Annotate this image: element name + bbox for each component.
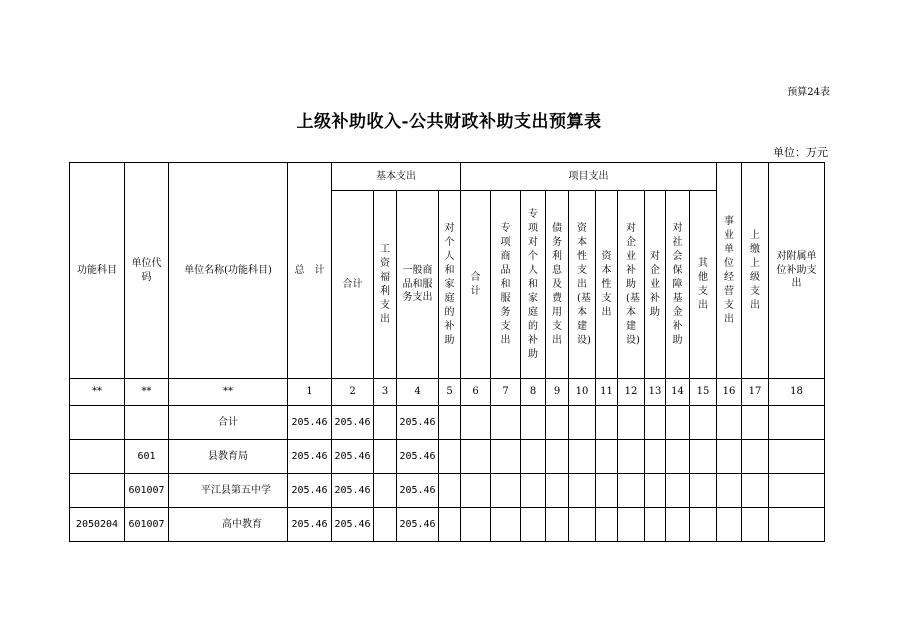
table-row — [70, 440, 825, 474]
index-cell: ** — [125, 379, 169, 406]
name-cell: 县教育局 — [169, 440, 288, 474]
header-business-ops: 事业单位经营支出 — [717, 163, 742, 379]
goods-cell: 205.46 — [397, 440, 439, 474]
header-wages: 工资福利支出 — [374, 191, 397, 379]
basic-total-cell: 205.46 — [332, 406, 374, 440]
header-capital: 资本性支出 — [596, 191, 618, 379]
goods-cell: 205.46 — [397, 406, 439, 440]
header-proj-goods: 专项商品和服务支出 — [491, 191, 521, 379]
header-proj-total: 合计 — [461, 191, 491, 379]
header-personal-family: 对个人和家庭的补助 — [439, 191, 461, 379]
table-number: 预算24表 — [787, 87, 830, 98]
index-cell: 2 — [332, 379, 374, 406]
index-cell: 11 — [596, 379, 618, 406]
header-debt-interest: 债务利息及费用支出 — [546, 191, 569, 379]
name-cell: 合计 — [169, 406, 288, 440]
index-cell: 13 — [645, 379, 666, 406]
func-cell: 2050204 — [70, 508, 125, 542]
index-cell: 5 — [439, 379, 461, 406]
budget-table — [69, 162, 825, 542]
header-basic-expenditure: 基本支出 — [332, 163, 461, 191]
header-unit-code: 单位代码 — [125, 163, 169, 379]
index-cell: 7 — [491, 379, 521, 406]
index-cell: 14 — [666, 379, 690, 406]
index-row — [70, 379, 825, 406]
header-proj-personal: 专项对个人和家庭的补助 — [521, 191, 546, 379]
code-cell — [125, 406, 169, 440]
header-enterprise: 对企业补助 — [645, 191, 666, 379]
index-cell: 1 — [288, 379, 332, 406]
code-cell: 601 — [125, 440, 169, 474]
index-cell: 8 — [521, 379, 546, 406]
name-cell: 高中教育 — [169, 508, 288, 542]
index-cell: 6 — [461, 379, 491, 406]
basic-total-cell: 205.46 — [332, 508, 374, 542]
page-title: 上级补助收入-公共财政补助支出预算表 — [296, 112, 602, 132]
header-func-subject: 功能科目 — [70, 163, 125, 379]
index-cell: 15 — [690, 379, 717, 406]
goods-cell: 205.46 — [397, 474, 439, 508]
unit-label: 单位：万元 — [773, 146, 828, 159]
func-cell — [70, 474, 125, 508]
header-project-expenditure: 项目支出 — [461, 163, 717, 191]
code-cell: 601007 — [125, 474, 169, 508]
index-cell: 12 — [618, 379, 645, 406]
header-basic-total: 合计 — [332, 191, 374, 379]
table-row — [70, 406, 825, 440]
basic-total-cell: 205.46 — [332, 440, 374, 474]
index-cell: 3 — [374, 379, 397, 406]
index-cell: 4 — [397, 379, 439, 406]
index-cell: 10 — [569, 379, 596, 406]
index-cell: ** — [169, 379, 288, 406]
total-cell: 205.46 — [288, 508, 332, 542]
code-cell: 601007 — [125, 508, 169, 542]
func-cell — [70, 406, 125, 440]
goods-cell: 205.46 — [397, 508, 439, 542]
header-enterprise-construction: 对企业补助(基本建设) — [618, 191, 645, 379]
header-social-security: 对社会保障基金补助 — [666, 191, 690, 379]
name-cell: 平江县第五中学 — [169, 474, 288, 508]
header-affiliated: 对附属单位补助支出 — [769, 163, 825, 379]
total-cell: 205.46 — [288, 406, 332, 440]
basic-total-cell: 205.46 — [332, 474, 374, 508]
header-turn-over: 上缴上级支出 — [742, 163, 769, 379]
index-cell: 16 — [717, 379, 742, 406]
index-cell: ** — [70, 379, 125, 406]
table-row — [70, 508, 825, 542]
func-cell — [70, 440, 125, 474]
index-cell: 18 — [769, 379, 825, 406]
header-goods-services: 一般商品和服务支出 — [397, 191, 439, 379]
header-other: 其他支出 — [690, 191, 717, 379]
total-cell: 205.46 — [288, 440, 332, 474]
header-unit-name: 单位名称(功能科目) — [169, 163, 288, 379]
index-cell: 9 — [546, 379, 569, 406]
header-total: 总 计 — [288, 163, 332, 379]
index-cell: 17 — [742, 379, 769, 406]
total-cell: 205.46 — [288, 474, 332, 508]
header-capital-construction: 资本性支出(基本建设) — [569, 191, 596, 379]
table-row — [70, 474, 825, 508]
